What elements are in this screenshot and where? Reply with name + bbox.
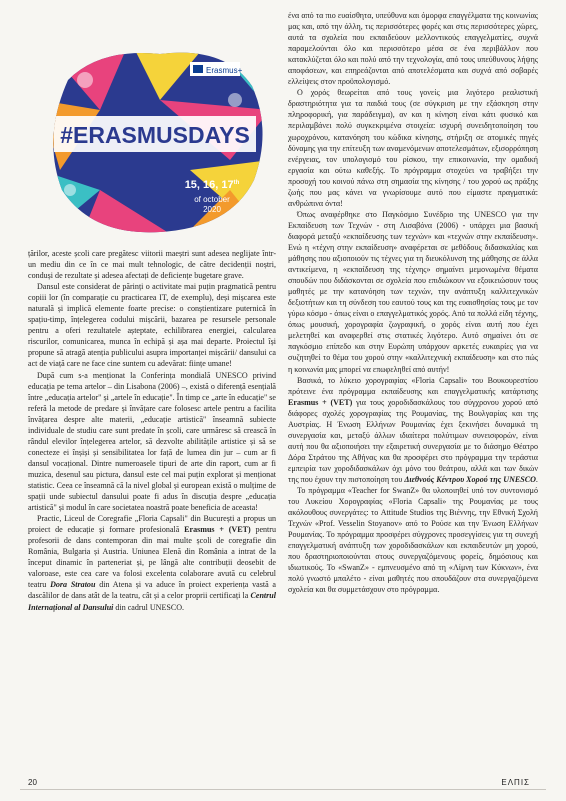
paragraph: Όπως αναφέρθηκε στο Παγκόσμιο Συνέδριο της UNESCO για την Εκπαίδευση των Τεχνών - στη Λισαβόνα (2006) - υπάρχει μια βασική διαφορά μεταξύ «εκπαίδευσης των τεχνών» και «τεχνών στην εκπαίδευση». Ενώ η «τέχνη στην εκπαίδευση» αναφέρεται σε μεθόδους διδασκαλίας και μάθησης που αξιοποιούν τις τέχνες για τη διευκόλυνση της μάθησης σε άλλα αντικείμενα, η «εκπαίδευση της τέχνης» σημαίνει μεμονωμένα θέματα σπουδών που διδάσκονται σε σχολεία που επιδιώκουν να εξοικειώσουν τους μαθητές με την κατανόηση των τεχνών, την ανάπτυξη καλλιτεχνικών δεξιοτήτων και τη σύνδεση του εαυτού τους και της ευαισθησίας τους με τον γύρω κόσμο - όπως είναι ο επαγγελματικός χορός. Από τα πολλά είδη τέχνης, όπως μουσική, χορογραφία ζωγραφική, ο χορός είναι αυτή που έχει μελετηθεί και αναφερθεί στις στατικές λιγότερο. Αυτό σημαίνει ότι σε παγκόσμιο επίπεδο και στην Ευρώπη υπάρχουν αρκετές ευκαιρίες για να συζητηθεί το θέμα του χορού στην «καλλιτεχνική εκπαίδευση» και στο πώς η κοινωνία μας μπορεί να επωφεληθεί από αυτήν! — [288, 209, 538, 374]
badge-month: of october — [194, 195, 230, 204]
paragraph: După cum s-a menționat la Conferința mondială UNESCO privind educația pe tema artelor – din Lisabona (2006) –, există o diferență esențială între „educația artelor" și „artele în educație". În timp ce „arte în educație" se referă la metode de predare și învățare care folosesc artele pentru a facilita învățarea despre alte materii, „educație artistică" înseamnă subiecte individuale de studiu care sunt predate în școli, care urmăresc să crească în rândul elevilor înțelegerea artelor, să dezvolte abilitățile artistice și să se conecteze ei înșiși și sensibilitatea lor față de lumea din jur – cum ar fi dansul vocațional. Dintre numeroasele tipuri de arte din raport, cum ar fi muzica, desenul sau pictura, dansul este cel mai puțin explorat și menționat statistic. Ceea ce înseamnă că la nivel global și european există o mulțime de spații unde subiectul dansului poate fi adus în discuția despre „educația artistică" și modul în care societatea noastră poate beneficia de aceasta! — [28, 370, 277, 513]
paragraph: ένα από τα πιο ευαίσθητα, υπεύθυνα και όμορφα επαγγέλματα της κοινωνίας μας και, από την άλλη, τις περισσότερες φορές και στις περισσότερες χώρες, αυτά τα σχολεία που εκπαιδεύουν μελλοντικούς επαγγελματίες, συχνά παραμελούνται όλο και περισσότερο μέσα σε ένα περιβάλλον που κατακλύζεται όλο και πολύ από την τεχνολογία, από τους υπεύθυνους λήψης αποφάσεων, και επηρεάζονται από αποτελέσματα και συχνά από σοβαρές ελλείψεις στον προϋπολογισμό. — [288, 11, 538, 87]
paragraph: Dansul este considerat de părinți o activitate mai puțin pragmatică pentru copiii lor (în comparație cu practicarea IT, de exemplu), deși mișcarea este naturală și implică elemente foarte precise: o conștientizare puternică în spațiu-timp, înțelegerea codului mișcării, bazarea pe resursele personale pentru a oferi rezultatele așteptate, echilibrarea energiei, calcularea riscurilor, comunicarea, munca în echipă și așa mai departe. Proiectul își propune să atragă atenția publicului asupra importanței mișcării/ dansului ca act de viață care ne face cine suntem cu adevărat: ființe umane! — [28, 282, 276, 369]
erasmusdays-badge — [40, 40, 270, 240]
paragraph: Practic, Liceul de Coregrafie „Floria Capsali" din București a propus un proiect de educație și formare profesională Erasmus + (VET) pentru profesorii de dans contemporan din mai multe școli de coregrafie din România, Bulgaria și Austria. Uniunea Elenă din România a intrat de la început dinamic în parteneriat și, pe lângă alte contribuții deosebit de valoroase, este cea care va folosi excelenta colaborare avută cu celebrul teatru Dora Stratou din Atena și va aduce în proiect experiența vastă a dascălilor de dans atât de la teatru, cât și a celor proprii certificați la Centrul Internațional al Dansului din cadrul UNESCO. — [28, 514, 276, 612]
erasmus-tag-text: Erasmus+ — [206, 66, 243, 75]
badge-dates: 15, 16, 17th — [184, 179, 240, 191]
right-column — [288, 10, 538, 595]
left-column-text — [28, 248, 276, 613]
badge-title: #ERASMUSDAYS — [60, 122, 250, 148]
badge-year: 2020 — [203, 205, 221, 214]
magazine-title: ΕΛΠΙΣ — [501, 778, 530, 787]
page-number: 20 — [28, 778, 37, 787]
paragraph: Βασικά, το λύκειο χορογραφίας «Floria Capsali» του Βουκουρεστίου πρότεινε ένα πρόγραμμα εκπαίδευσης και επαγγελματικής κατάρτισης Erasmus + (VET) για τους χοροδιδασκάλους του σύγχρονου χορού από διάφορες σχολές χορογραφίας της Ρουμανίας, της Βουλγαρίας και της Αυστρίας. Η Ένωση Ελλήνων Ρουμανίας έχει ξεκινήσει δυναμικά τη συνεργασία και, μεταξύ άλλων ιδιαίτερα πολύτιμων συνεισφορών, είναι αυτή που θα αξιοποιήσει την εξαιρετική συνεργασία με το διάσημο Θέατρο Δόρα Στράτου της Αθήνας και θα προσφέρει στο πρόγραμμα την τεράστια εμπειρία των χοροδιδασκάλων όχι μόνο του θεάτρου, αλλά και των δικών της που έχουν την πιστοποίηση του Διεθνούς Κέντρου Χορού της UNESCO. — [288, 375, 538, 484]
eu-flag-icon — [193, 65, 203, 73]
paragraph: țărilor, aceste școli care pregătesc viitorii maeștri sunt adesea neglijate într-un mediu din ce în ce mai mult tehnologic, de către decidenții noștri, conduși de rezultate și adesea afectați de deficiențe bugetare grave. — [28, 249, 276, 281]
paragraph: Το πρόγραμμα «Teacher for SwanZ» θα υλοποιηθεί υπό τον συντονισμό του Λυκείου Χορογραφίας «Floria Capsali» της Ρουμανίας με τους ακόλουθους συνεργάτες: το Attitude Studios της Βιέννης, την Εθνική Σχολή Τεχνών «Prof. Vesselin Stoyanov» από το Ρούσε και την Ένωση Ελλήνων Ρουμανίας. Το πρόγραμμα προσφέρει σύγχρονες προσεγγίσεις για τη συνεχή επαγγελματική ανάπτυξη των χοροδιδασκάλων και εκπαιδευτών μη χορού, που δραστηριοποιούνται στους συνεργαζόμενους φορείς, δημόσιους και ιδιωτικούς. Το «SwanZ» - εμπνευσμένο από τη «Λίμνη των Κύκνων», ένα πολύ γνωστό μπαλέτο - είναι μαθητές που σπουδάζουν στα συνεργαζόμενα σχολεία και θα συμμετάσχουν στο πρόγραμμα. — [288, 486, 538, 595]
footer-rule — [20, 789, 546, 790]
paragraph: Ο χορός θεωρείται από τους γονείς μια λιγότερο ρεαλιστική δραστηριότητα για τα παιδιά τους (σε σύγκριση με την εξάσκηση στην πληροφορική, για παράδειγμα), αν και η κίνηση είναι κάτι φυσικό και περιλαμβάνει πολύ συγκεκριμένα στοιχεία: ισχυρή συνειδητοποίηση του χωροχρόνου, κατανόηση του κώδικα κίνησης, στήριξη σε ατομικές πηγές δύναμης για την επίτευξη των αναμενόμενων αποτελεσμάτων, εξισορρόπηση ενέργειας, τον υπολογισμό του ρίσκου, την επικοινωνία, την ομαδική εργασία και ούτω καθεξής. Το πρόγραμμα στοχεύει να τραβήξει την προσοχή του κοινού πάνω στη σημασία της κίνησης / του χορού ως πράξης ζωής που μας κάνει να γνωρίσουμε αυτό που είμαστε πραγματικά: ανθρώπινα όντα! — [288, 88, 538, 208]
